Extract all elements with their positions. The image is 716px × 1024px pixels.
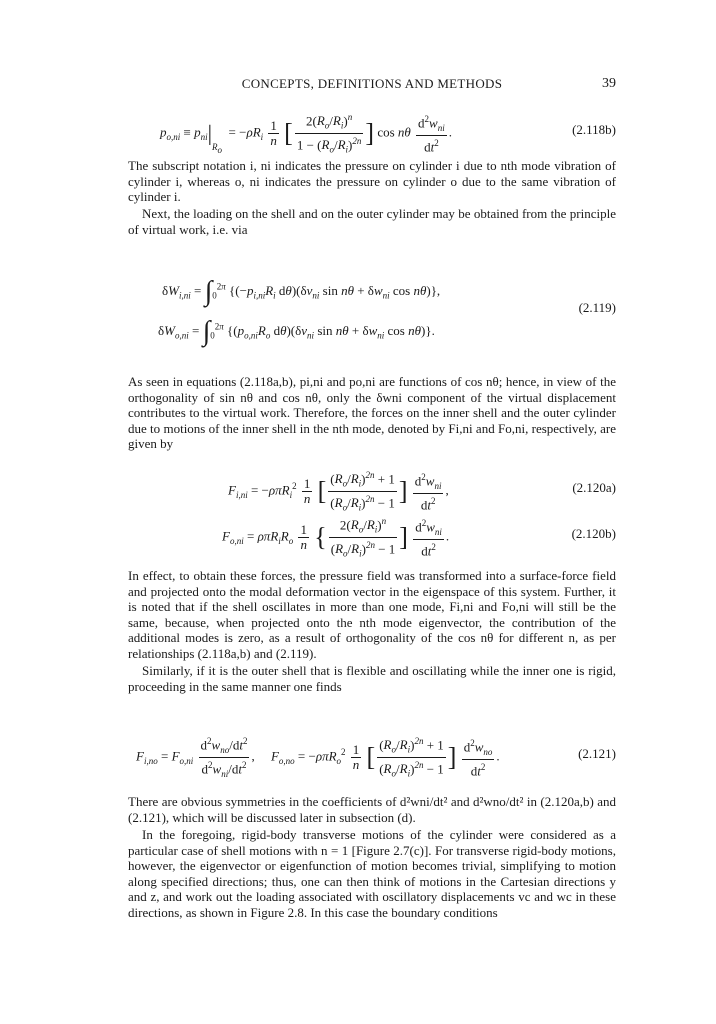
equation-number: (2.120a): [572, 480, 616, 495]
running-head: CONCEPTS, DEFINITIONS AND METHODS: [241, 76, 503, 91]
equation-number: (2.120b): [571, 526, 616, 541]
page-header: [128, 76, 616, 94]
paragraph: In the foregoing, rigid-body transverse motions of the cylinder were considered as a particular case of shell motions with n = 1 [Figure 2.7(c)]. For transverse rigid-body motions, however, the eigenvector or eigenfunction of motion becomes trivial, simplifying to motion along specified directions; thus, one can then think of motions in the Cartesian directions y and z, and work out the loading associated with oscillatory displacements vc and wc in these directions, as shown in Figure 2.8. In this case the boundary conditions: [128, 827, 616, 920]
equation-2-118b: $p_{o,ni} \equiv p_{ni}|_{R_o} = -\rho R_i$ $\frac{1}{n}$ [ $\frac{2(R_o/R_i)^n}{1 - (R_o/R_i)^{2n}}$ ] cos nθ $\frac{d^2w_{ni}}{dt^2}$ . (2.118b): [160, 112, 616, 156]
equation-number: (2.118b): [572, 122, 616, 137]
paragraph: The subscript notation i, ni indicates the pressure on cylinder i due to nth mode vibration of cylinder i, whereas o, ni indicates the pressure on cylinder o due to the same vibration of cylinder i.: [128, 158, 616, 205]
equation-2-120a: $F_{i,ni} = -\rho\pi R_i^2$ $\frac{1}{n}$ [ $\frac{(R_o/R_i)^{2n} + 1}{(R_o/R_i)^{2n} - 1}$ ] $\frac{d^2w_{ni}}{dt^2}$ , (2.120a): [228, 470, 616, 513]
paragraph: Similarly, if it is the outer shell that is flexible and oscillating while the inner one is rigid, proceeding in the same manner one finds: [128, 663, 616, 694]
equation-number: (2.121): [578, 746, 616, 761]
equation-2-120b: $F_{o,ni} = \rho\pi R_iR_o$ $\frac{1}{n}$ { $\frac{2(R_o/R_i)^n}{(R_o/R_i)^{2n} - 1}$ ] $\frac{d^2w_{ni}}{dt^2}$ . (2.120b): [222, 516, 616, 559]
equation-2-121: $F_{i,no} = F_{o,ni}$ $\frac{d^2w_{no}/dt^2}{d^2w_{ni}/dt^2}$ , $F_{o,no} = -\rho\pi R_o^2$ $\frac{1}{n}$ [ $\frac{(R_o/R_i)^{2n} + 1}{(R_o/R_i)^{2n} - 1}$ ] $\frac{d^2w_{no}}{dt^2}$ . (2.121): [136, 736, 616, 779]
equation-number: (2.119): [578, 300, 616, 315]
paragraph: Next, the loading on the shell and on the outer cylinder may be obtained from the principle of virtual work, i.e. via: [128, 206, 616, 237]
paragraph: As seen in equations (2.118a,b), pi,ni and po,ni are functions of cos nθ; hence, in view of the orthogonality of sin nθ and cos nθ, only the δwni component of the virtual displacement contributes to the virtual work. Therefore, the forces on the inner shell and the outer cylinder due to motions of the inner shell in the nth mode, denoted by Fi,ni and Fo,ni, respectively, are given by: [128, 374, 616, 452]
page-number: 39: [602, 76, 616, 91]
equation-2-119: $\delta W_{i,ni} = \int_0^{2\pi}$ {($-p_{i,ni}R_i$ $d\theta)(\delta v_{ni}$ $\sin n\theta + \delta w_{ni}$ cos nθ)}, $\delta W_{o,ni} = \int_0^{2\pi}$ {($p_{o,ni}R_o$ $d\theta)(\delta v_{ni}$ $\sin n\theta + \delta w_{ni}$ cos nθ)}. (2.119): [158, 276, 616, 347]
paragraph: In effect, to obtain these forces, the pressure field was transformed into a surface-force field and projected onto the modal deformation vector in the eigenspace of this system. Further, it is noted that if the shell oscillates in more than one mode, Fi,ni and Fo,ni will still be the same, because, when projected onto the nth mode eigenvector, the contribution of the additional modes is zero, as a result of orthogonality of the cos nθ for different n, as per relationships (2.118a,b) and (2.119).: [128, 568, 616, 661]
paragraph: There are obvious symmetries in the coefficients of d²wni/dt² and d²wno/dt² in (2.120a,b) and (2.121), which will be discussed later in subsection (d).: [128, 794, 616, 825]
